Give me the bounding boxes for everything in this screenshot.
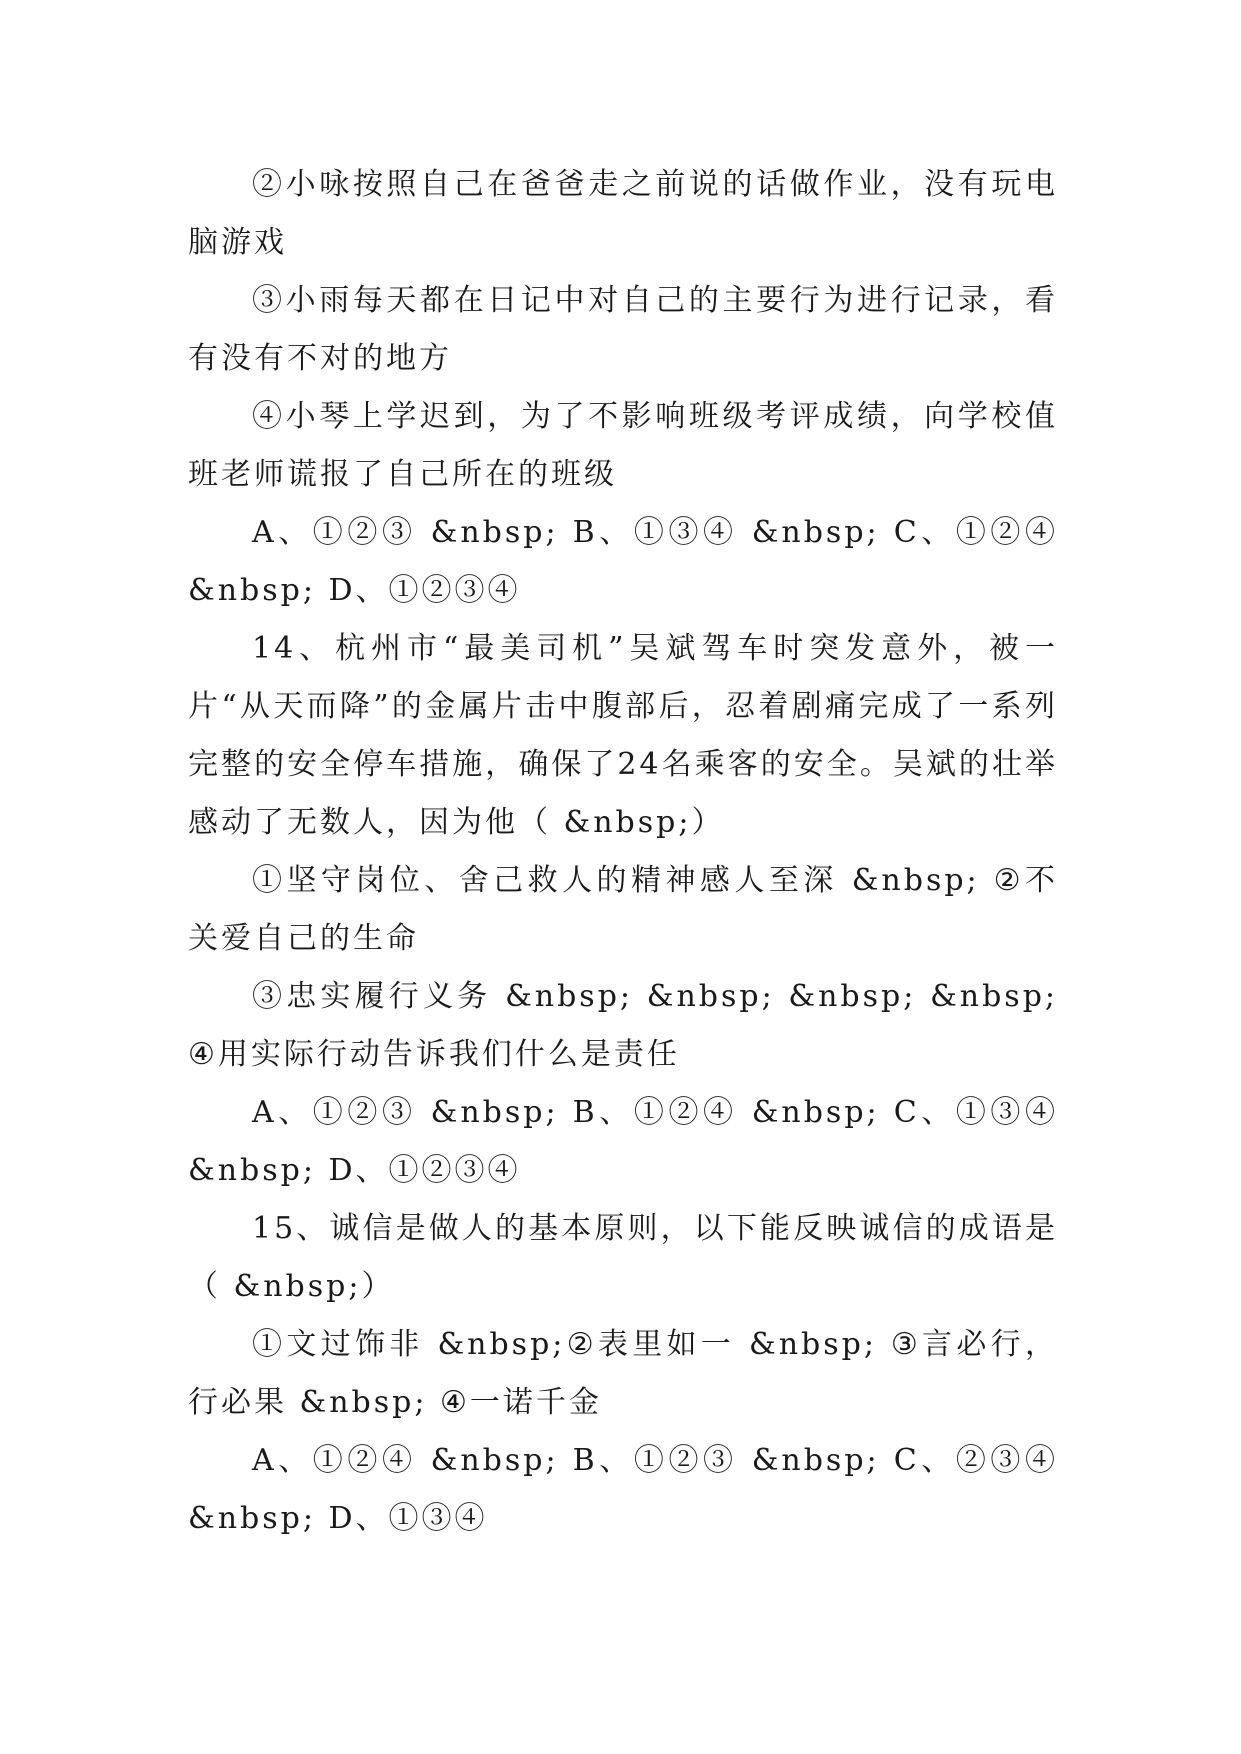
- q14-options-1-2: ①坚守岗位、舍己救人的精神感人至深 &nbsp; ②不关爱自己的生命: [188, 863, 1058, 956]
- q14-options-3-4: ③忠实履行义务 &nbsp; &nbsp; &nbsp; &nbsp;④用实际行动告诉我们什么是责任: [188, 979, 1058, 1072]
- option-item-3: ③小雨每天都在日记中对自己的主要行为进行记录，看有没有不对的地方: [188, 283, 1058, 376]
- document-page: [188, 156, 1058, 1548]
- question-15: 15、诚信是做人的基本原则，以下能反映诚信的成语是（ &nbsp;）: [188, 1211, 1058, 1304]
- option-item-2: ②小咏按照自己在爸爸走之前说的话做作业，没有玩电脑游戏: [188, 167, 1058, 260]
- answer-choices-q13: A、①②③ &nbsp; B、①③④ &nbsp; C、①②④ &nbsp; D、①②③④: [188, 515, 1058, 608]
- answer-choices-q15: A、①②④ &nbsp; B、①②③ &nbsp; C、②③④ &nbsp; D、①③④: [188, 1443, 1058, 1536]
- option-item-4: ④小琴上学迟到，为了不影响班级考评成绩，向学校值班老师谎报了自己所在的班级: [188, 399, 1058, 492]
- answer-choices-q14: A、①②③ &nbsp; B、①②④ &nbsp; C、①③④ &nbsp; D、①②③④: [188, 1095, 1058, 1188]
- question-14: 14、杭州市“最美司机”吴斌驾车时突发意外，被一片“从天而降”的金属片击中腹部后，忍着剧痛完成了一系列完整的安全停车措施，确保了24名乘客的安全。吴斌的壮举感动了无数人，因为他（ &nbsp;）: [188, 631, 1058, 840]
- q15-options: ①文过饰非 &nbsp;②表里如一 &nbsp; ③言必行，行必果 &nbsp; ④一诺千金: [188, 1327, 1058, 1420]
